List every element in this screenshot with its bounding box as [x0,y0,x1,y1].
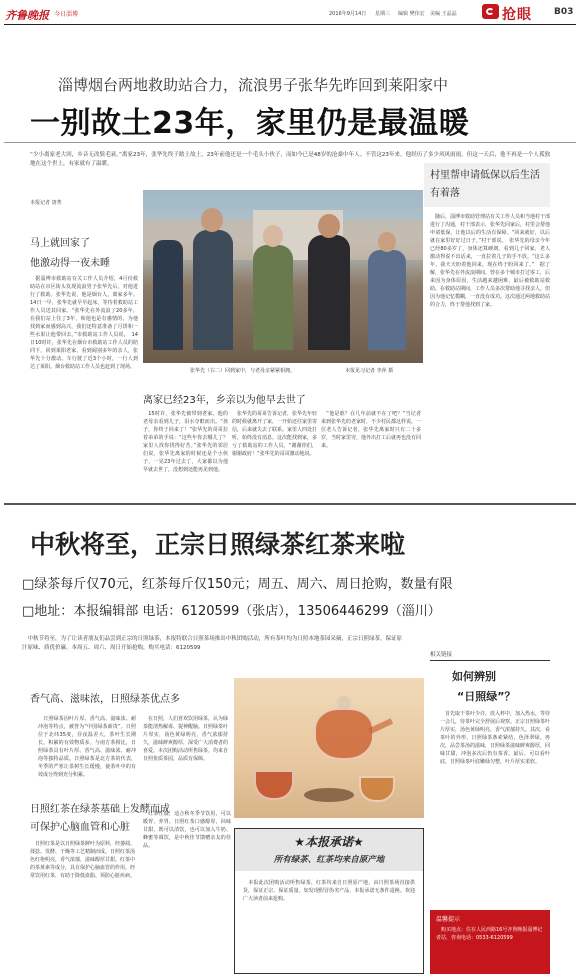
ad-price-line: □绿茶每斤仅70元，红茶每斤仅150元；周五、周六、周日抢购，数量有限 [22,577,453,592]
teapot-icon [314,708,374,760]
ad-subhead-2a: 日照红茶在绿茶基础上发酵而成 [30,804,170,815]
subhead-1a: 马上就回家了 [30,238,90,249]
photo-credit: 本报见习记者 李萍 摄 [345,368,394,374]
ad-column-3: 日照红茶是以日照绿茶鲜叶为原料，经萎凋、揉捻、发酵、干燥等工艺精制而成。日照红茶汤色红艳明亮，香气浓郁，滋味醇厚甘甜。红茶中的茶黄素等成分，具有保护心脑血管的作用。经常饮用红茶，有助于降低血脂、预防心脏疾病。 [30,841,135,879]
subhead-1b: 他激动得一夜未睡 [30,258,110,269]
promise-header [235,829,423,871]
section-rule [4,503,576,505]
newspaper-logo: 齐鲁晚报 [5,9,49,22]
story-lead: “少小离家老大回，乡音无改鬓毛衰。”离家23年，张华先终于踏上故土，23年前他还是一个毛头小伙子，而如今已是48岁的沧桑中年人。不管这23年来，他经历了多少风风雨雨，但这一天后，他不再是一个人孤独地在这个世上，有家就有了温暖。 [30,152,550,167]
ad-column-4: 红茶性温，适合秋冬季节饮用，可以暖胃、养胃。日照红茶口感醇厚，回味甘甜，既可以清饮，也可以加入牛奶、蜂蜜等调饮，是中秋佳节馈赠亲友的佳品。 [143,811,231,849]
ad-address-line: □地址：本报编辑部 电话：6120599（张店），13506446299（淄川） [22,604,441,619]
masthead-rule [4,24,576,25]
promise-subtitle: 所有绿茶、红茶均来自原产地 [273,855,385,865]
photo-caption: 张华先（右二）回到家中，与老母亲紧紧相拥。 [190,368,296,374]
story-column-1: 据淄博市救助站有关工作人员介绍，4月份救助站在市区街头发现流浪男子张华先后，对他进行了救助。张华先说，他是烟台人，离家多年。14日一早，张华先就早早起床，等待着救助站工作人员送其回家。“张华先在外流浪了20多年，在我们站上住了3年，和他也是有感情的，为他找到家而感到高兴，我们还特意准备了月饼和一些水果让他带回去。”市救助站工作人员说。 14日10时许，张华先在烟台市救助站工作人员的陪同下，回到莱阳老家，看到阔别多年的亲人，张华先十分激动。车行驶了近3个小时，一行人到达了莱阳。烟台救助站工作人员也赶到了现场。 [30,276,138,370]
issue-date: 2016年9月14日 [329,11,367,17]
promise-title: ★本报承诺★ [294,835,364,849]
side-subhead-text: 村里帮申请低保以后生活有着落 [430,170,540,199]
issue-weekday: 星期三 [375,11,391,17]
subhead-2: 离家已经23年，乡亲以为他早去世了 [143,395,306,406]
related-label [430,650,550,661]
story-kicker: 淄博烟台两地救助站合力，流浪男子张华先昨回到莱阳家中 [58,76,449,94]
promise-box [234,828,424,974]
story-column-4: “他是谁？在几年前就不在了吧？”当记者来到张华先的老家时，不少村民都这样说。一位老人告诉记者，张华先离家时只有二十多岁，当时家里穷，他外出打工后就再也没有回来。 [321,411,421,449]
side-subhead [424,163,550,207]
related-text: 首先取干茶叶少许，放入杯中，加入热水，等待一会儿，待茶叶完全舒展后观察。正宗日照绿茶叶片厚实，汤色黄绿明亮，香气浓郁持久。其次，看茶叶的外形，日照绿茶条索紧结、色泽翠绿。再次，品尝茶汤的滋味，日照绿茶滋味鲜爽醇厚，回味甘甜，冲泡多次后仍有茶香。最后，可以看叶底，日照绿茶叶底嫩绿匀整，叶片厚实柔软。 [440,711,550,765]
ad-subhead-2b: 可保护心脑血管和心脏 [30,822,130,833]
story-photo [143,190,423,363]
designer-credit: 美编 王晶晶 [430,11,457,17]
related-label-text: 相关链接 [430,652,453,658]
related-headline: 如何辨别 [452,670,496,683]
section-title: 抢眼 [502,7,532,23]
editor-credit: 编辑 樊伟宏 [398,11,425,17]
story-column-3: 张华先的哥哥告诉记者，张华先年轻的时候就离开了家，一开始还往家里寄信，后来就失去了联系。家里人四处打听，始终没有消息。这次能找到家，多亏了救助站的工作人员。“谢谢你们，谢谢政府！”张华先的哥哥激动地说。 [232,411,317,457]
section-icon [482,4,499,19]
ad-title: 中秋将至，正宗日照绿茶红茶来啦 [30,530,406,559]
ad-column-2: 在日照，人们喜欢饮用绿茶，认为绿茶能清热解毒、提神醒脑。日照绿茶叶片厚实，汤色黄绿明亮，香气浓郁持久，滋味鲜爽醇厚，深受广大消费者的喜爱。本次团购活动所售绿茶，均来自日照优质茶园，品质有保障。 [143,716,228,762]
headline-rule [4,142,576,143]
story-byline: 本报记者 唐菁 [30,200,62,206]
promise-text: 本报此次团购活动所售绿茶、红茶均来自日照原产地，由日照茶场直接供货，保证正宗、保证质量。如发现假冒伪劣产品，本报承诺无条件退换。欢迎广大读者前来抢购。 [243,880,415,902]
page-number: B03 [554,7,574,17]
tip-box [430,910,550,974]
tip-text: 购买地点：住在人民西路16号齐鲁晚报淄博记者站，咨询电话：0533-6120599 [436,927,543,941]
related-headline-2: “日照绿”？ [457,690,516,703]
ad-column-1: 日照绿茶因叶片厚、香气高、滋味浓、耐冲泡等特点，被誉为“中国绿茶新贵”。日照位于北纬35度，昼夜温差大，茶叶生长期长，积累的有效物质多。与南方茶相比，日照绿茶具有叶片厚、香气高、滋味浓、耐冲泡等独特品质。日照绿茶是北方茶的代表，冬季的严寒让茶树生长缓慢，使茶叶中的有效成分得到充分积累。 [38,716,136,778]
story-column-2: 15时许，张华先被带到老家。他的老母亲看到儿子，泪水夺眶而出。“孩子，你终于回来了！”张华先的哥哥拉着弟弟的手说：“这些年你去哪儿了？家里人找你找得好苦。”张华先的邻居们说，张华先离家的时候还是个小伙子，一晃23年过去了，大家都以为他早就去世了，没想到还能再见到他。 [143,411,228,473]
masthead [0,0,580,24]
side-column: 随后，淄博市救助管理站有关工作人员和当地村干部进行了沟通，村干部表示，张华先回家后，村里会帮他申请低保，让他以后的生活有保障。“回来就好，以后就在家里好好过日子。”村干部说。 张华先的母亲今年已经80多岁了，身体还算硬朗。看到儿子回家，老人激动得说不出话来，一直拉着儿子的手不放。“这么多年，我天天盼着他回来，现在终于盼回来了。” 据了解，张华先在外流浪期间，曾在多个城市打过零工，后来因为身体原因，生活越来越困难，最后被救助站救助。在救助站期间，工作人员多次帮助他寻找亲人，但因为他记忆模糊，一直没有成功。这次通过两地救助站的合力，终于帮他找到了家。 [430,214,550,308]
tea-photo [234,678,424,818]
tea-cup-icon [254,770,294,800]
story-headline: 一别故土23年，家里仍是最温暖 [30,106,470,141]
tip-label: 温馨提示 [436,916,461,923]
section-logo: 今日淄博 [54,11,79,18]
ad-intro: 中秋节将至，为了让读者朋友们品尝到正宗的日照绿茶，本报特联合日照茶场推出中秋团购活动，所有茶叶均为日照本地茶园采摘，正宗日照绿茶，保证原汁原味、质优价廉。本周五、周六、周日开始抢购，购买电话：6120599 [22,636,402,651]
ad-subhead-1: 香气高、滋味浓，日照绿茶优点多 [30,694,180,705]
